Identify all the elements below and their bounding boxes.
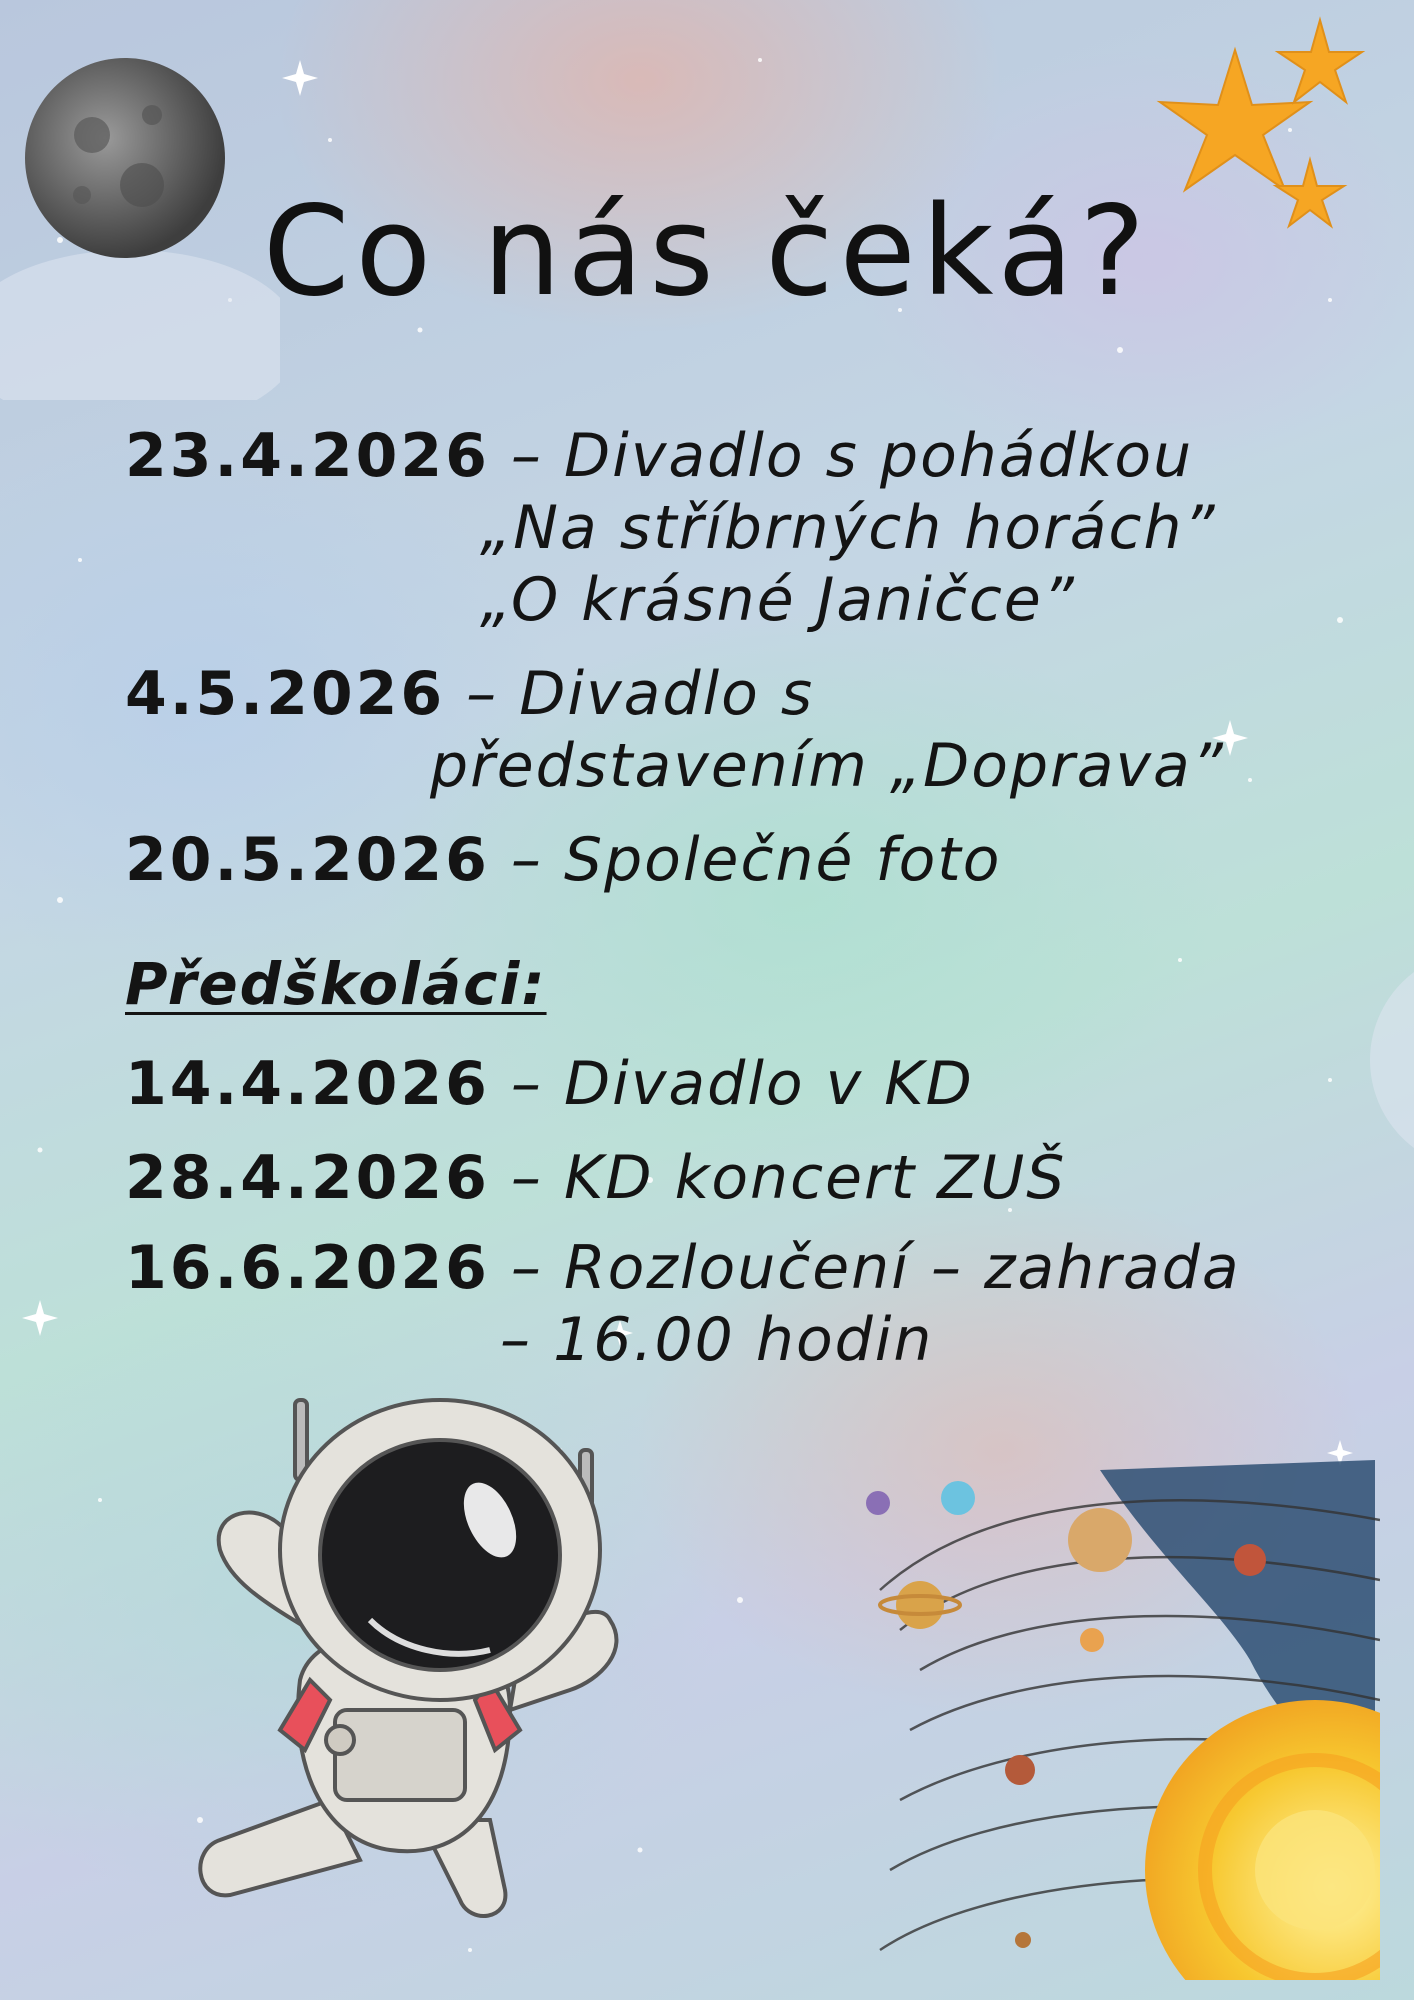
event-date: 23.4.2026: [125, 421, 490, 491]
faint-planet-right-icon: [1360, 930, 1414, 1190]
section-heading-preschool: Předškoláci:: [125, 950, 547, 1018]
event-date: 14.4.2026: [125, 1049, 490, 1119]
event-description-line: představením „Doprava”: [430, 731, 1225, 801]
event-date: 28.4.2026: [125, 1143, 490, 1213]
event-separator: –: [489, 1049, 564, 1119]
event-date: 4.5.2026: [125, 659, 446, 729]
solar-system-illustration: [860, 1460, 1380, 1980]
event-description-line: „Na stříbrných horách”: [480, 493, 1217, 563]
event-separator: –: [489, 421, 564, 491]
event-description-line: – 16.00 hodin: [500, 1305, 934, 1375]
event-description: Divadlo s: [519, 659, 815, 729]
event-item: [125, 1232, 1365, 1304]
event-separator: –: [489, 1143, 564, 1213]
event-item: [125, 420, 1365, 492]
event-separator: –: [489, 1233, 564, 1303]
event-date: 16.6.2026: [125, 1233, 490, 1303]
event-description-line: „O krásné Janičce”: [480, 565, 1076, 635]
event-description: Divadlo s pohádkou: [563, 421, 1194, 491]
event-description: Rozloučení – zahrada: [563, 1233, 1241, 1303]
event-date: 20.5.2026: [125, 825, 490, 895]
page-title: Co nás čeká?: [262, 180, 1152, 324]
event-description: KD koncert ZUŠ: [563, 1143, 1067, 1213]
event-separator: –: [445, 659, 520, 729]
event-item: [125, 658, 1365, 730]
event-item: [125, 1048, 1365, 1120]
astronaut-illustration: [190, 1380, 650, 1940]
event-list: [125, 420, 1365, 1376]
event-item: [125, 824, 1365, 896]
event-description: Společné foto: [563, 825, 1002, 895]
event-separator: –: [489, 825, 564, 895]
event-item: [125, 1142, 1365, 1214]
event-description: Divadlo v KD: [563, 1049, 974, 1119]
